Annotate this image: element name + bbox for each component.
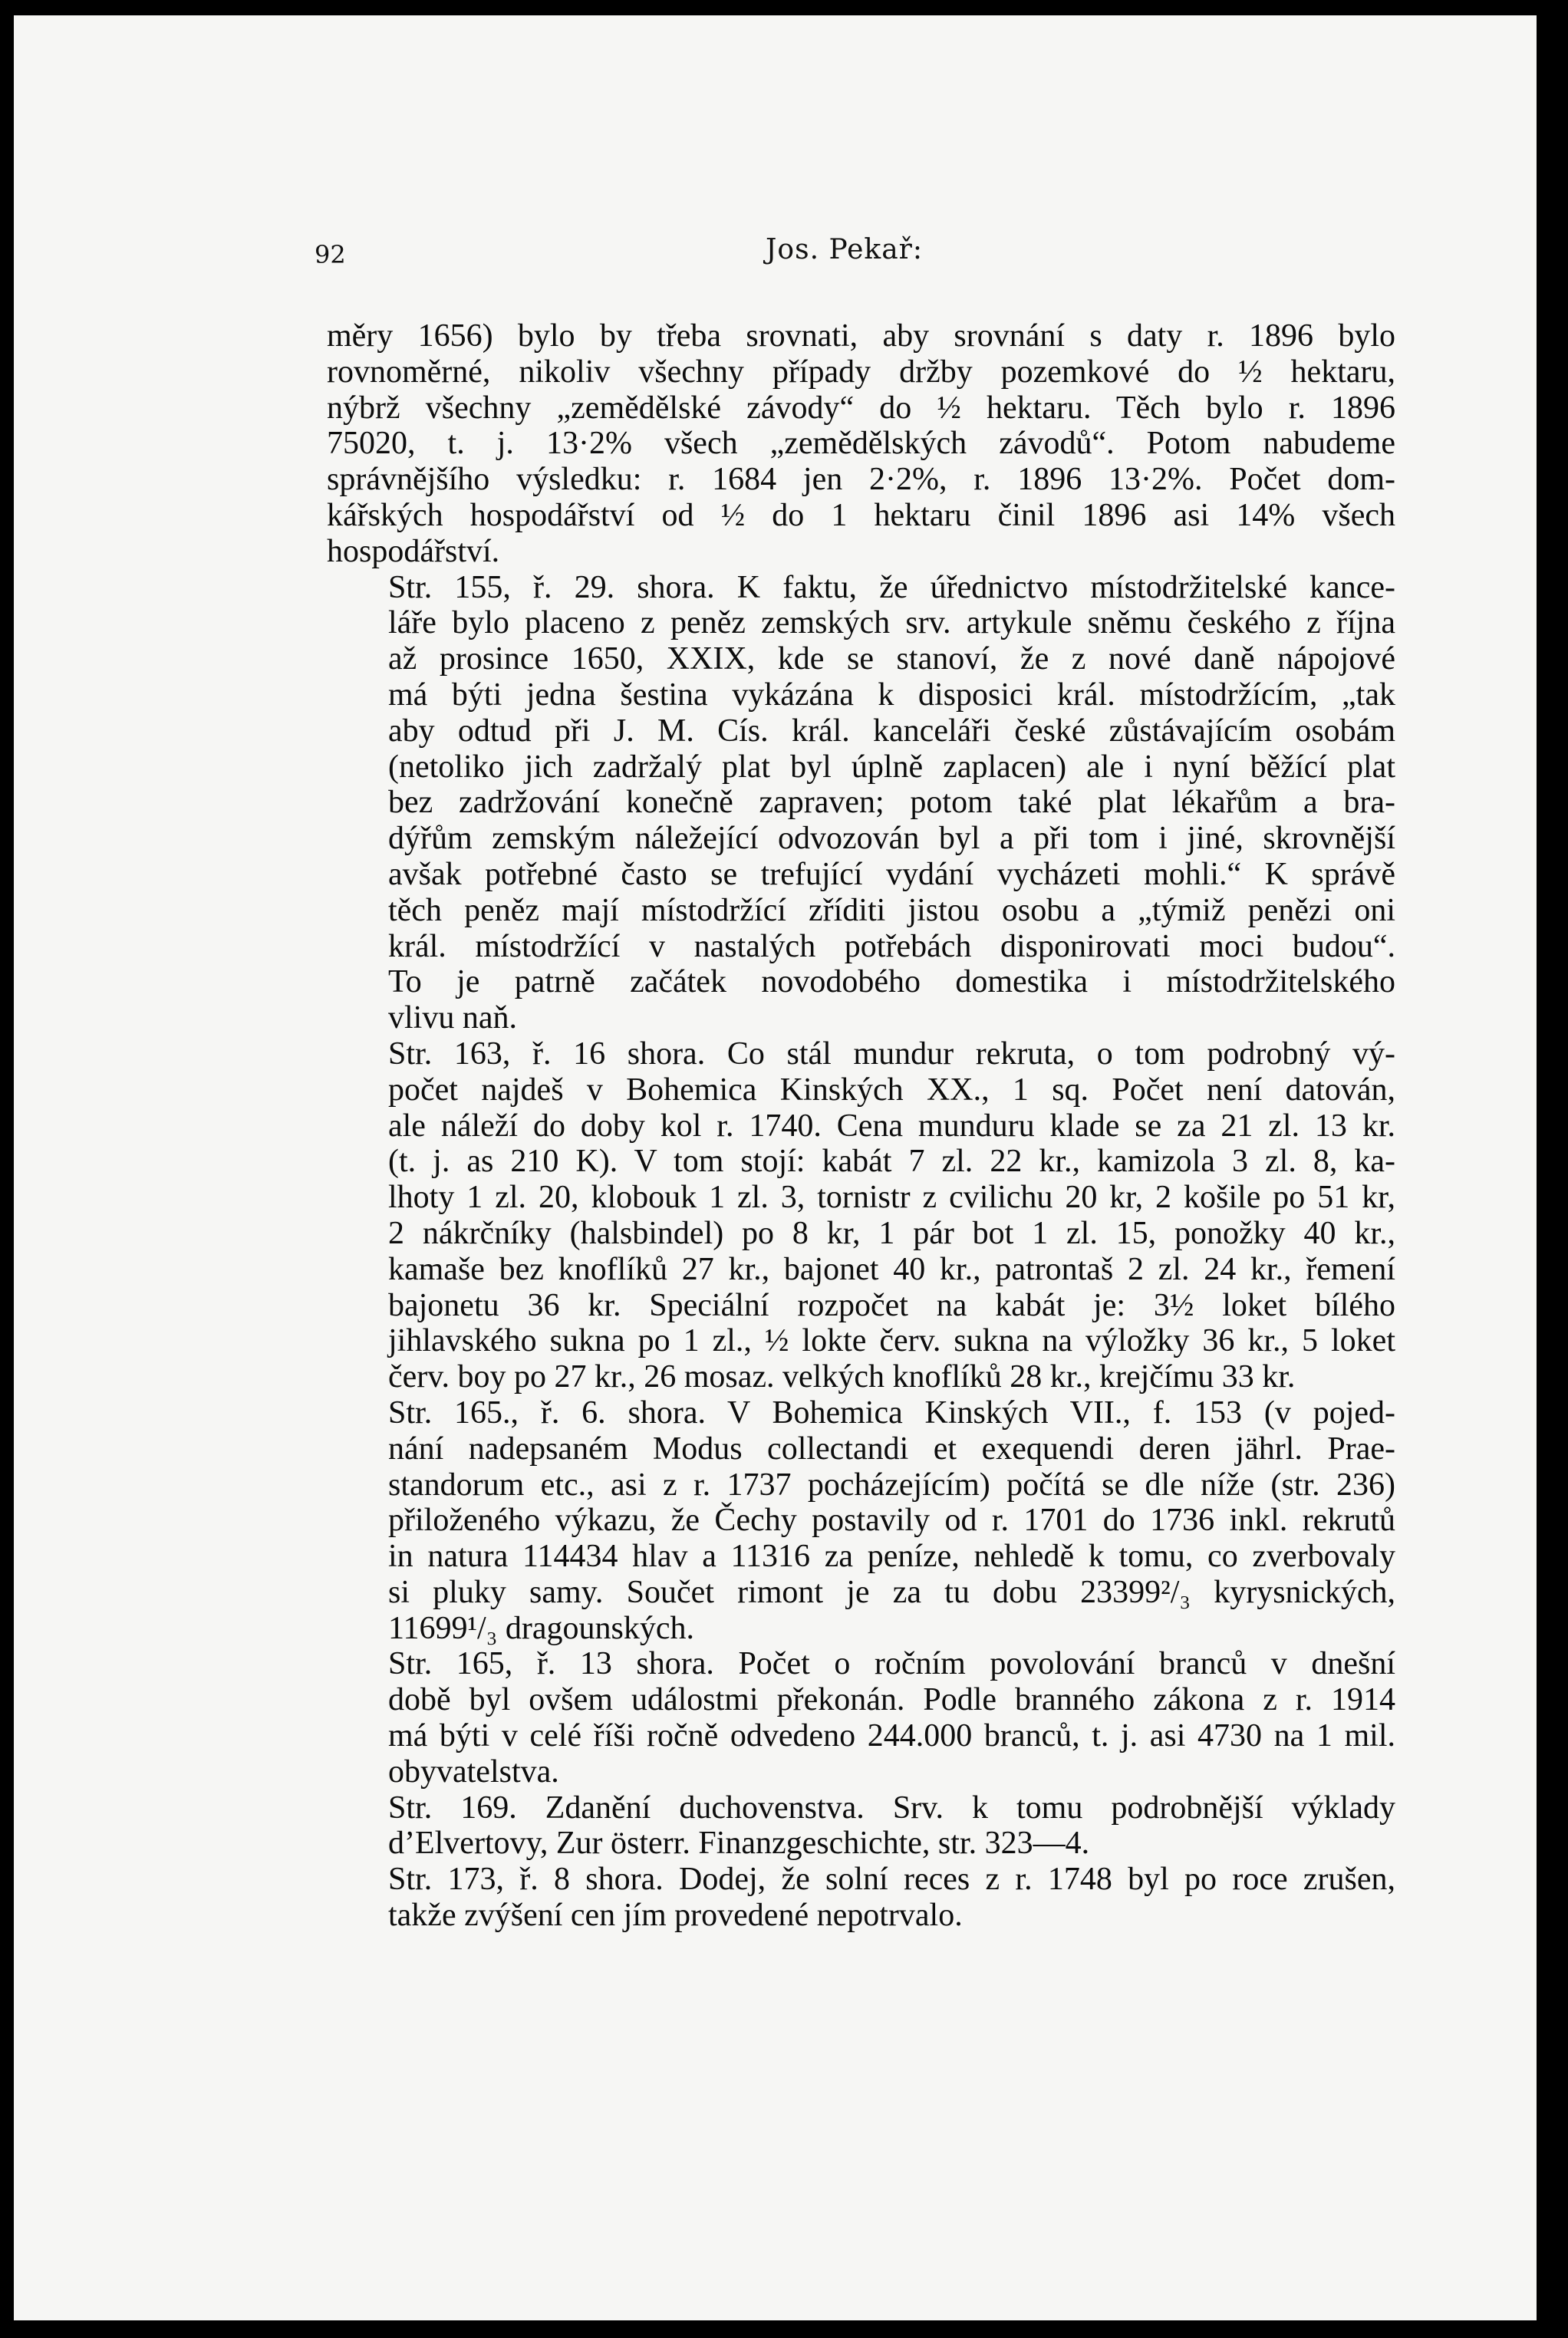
text-line: Str. 169. Zdanění duchovenstva. Srv. k tomu podrobnější výklady bbox=[388, 1790, 1395, 1826]
body-text bbox=[327, 318, 1395, 1934]
text-line: dýřům zemským náležející odvozován byl a při tom i jiné, skrovnější bbox=[388, 821, 1395, 857]
text-line: obyvatelstva. bbox=[388, 1754, 559, 1790]
text-line: Str. 165., ř. 6. shora. V Bohemica Kinských VII., f. 153 (v pojed- bbox=[388, 1395, 1395, 1431]
text-line: počet najdeš v Bohemica Kinských XX., 1 sq. Počet není datován, bbox=[388, 1072, 1395, 1108]
text-line: 11699¹/₃ dragounských. bbox=[388, 1610, 694, 1646]
text-line: době byl ovšem událostmi překonán. Podle branného zákona z r. 1914 bbox=[388, 1682, 1395, 1718]
text-line: Str. 155, ř. 29. shora. K faktu, že úřednictvo místodržitelské kance- bbox=[388, 569, 1395, 605]
text-line: lhoty 1 zl. 20, klobouk 1 zl. 3, tornistr z cvilichu 20 kr, 2 košile po 51 kr, bbox=[388, 1180, 1395, 1216]
text-line: Str. 163, ř. 16 shora. Co stál mundur rekruta, o tom podrobný vý- bbox=[388, 1036, 1395, 1072]
text-line: 75020, t. j. 13·2% všech „zemědělských závodů“. Potom nabudeme bbox=[327, 426, 1395, 462]
text-line: má býti v celé říši ročně odvedeno 244.000 branců, t. j. asi 4730 na 1 mil. bbox=[388, 1718, 1395, 1754]
text-line: takže zvýšení cen jím provedené nepotrvalo. bbox=[388, 1898, 963, 1934]
text-line: bajonetu 36 kr. Speciální rozpočet na kabát je: 3½ loket bílého bbox=[388, 1287, 1395, 1323]
text-line: správnějšího výsledku: r. 1684 jen 2·2%, r. 1896 13·2%. Počet dom- bbox=[327, 462, 1395, 498]
text-line: avšak potřebné často se trefující vydání vycházeti mohli.“ K správě bbox=[388, 856, 1395, 892]
text-line: má býti jedna šestina vykázána k disposici král. místodržícím, „tak bbox=[388, 677, 1395, 713]
text-line: těch peněz mají místodržící zříditi jistou osobu a „týmiž penězi oni bbox=[388, 892, 1395, 928]
text-line: král. místodržící v nastalých potřebách disponirovati moci budou“. bbox=[388, 928, 1395, 964]
text-line: přiloženého výkazu, že Čechy postavily od r. 1701 do 1736 inkl. rekrutů bbox=[388, 1503, 1395, 1539]
text-line: kářských hospodářství od ½ do 1 hektaru činil 1896 asi 14% všech bbox=[327, 497, 1395, 533]
paragraph bbox=[327, 1862, 1395, 1934]
text-line: si pluky samy. Součet rimont je za tu dobu 23399²/₃ kyrysnických, bbox=[388, 1574, 1395, 1610]
text-line: d’Elvertovy, Zur österr. Finanzgeschichte, str. 323—4. bbox=[388, 1826, 1090, 1862]
text-line: hospodářství. bbox=[327, 533, 500, 569]
paragraph bbox=[327, 1646, 1395, 1790]
text-line: (netoliko jich zadržalý plat byl úplně zaplacen) ale i nyní běžící plat bbox=[388, 749, 1395, 785]
text-line: Str. 173, ř. 8 shora. Dodej, že solní reces z r. 1748 byl po roce zrušen, bbox=[388, 1862, 1395, 1898]
text-line: To je patrně začátek novodobého domestika i místodržitelského bbox=[388, 964, 1395, 1000]
text-line: jihlavského sukna po 1 zl., ½ lokte červ. sukna na výložky 36 kr., 5 loket bbox=[388, 1323, 1395, 1359]
page-header bbox=[315, 234, 1388, 280]
text-line: ale náleží do doby kol r. 1740. Cena munduru klade se za 21 zl. 13 kr. bbox=[388, 1108, 1395, 1144]
paragraph bbox=[327, 1790, 1395, 1862]
text-line: láře bylo placeno z peněz zemských srv. artykule sněmu českého z října bbox=[388, 605, 1395, 641]
text-line: nýbrž všechny „zemědělské závody“ do ½ hektaru. Těch bylo r. 1896 bbox=[327, 390, 1395, 426]
paragraph bbox=[327, 318, 1395, 570]
text-line: nání nadepsaném Modus collectandi et exequendi deren jährl. Prae- bbox=[388, 1431, 1395, 1467]
page-number: 92 bbox=[315, 240, 346, 269]
text-line: kamaše bez knoflíků 27 kr., bajonet 40 kr., patrontaš 2 zl. 24 kr., řemení bbox=[388, 1251, 1395, 1287]
text-line: rovnoměrné, nikoliv všechny případy držby pozemkové do ½ hektaru, bbox=[327, 354, 1395, 390]
text-line: červ. boy po 27 kr., 26 mosaz. velkých knoflíků 28 kr., krejčímu 33 kr. bbox=[388, 1359, 1296, 1395]
text-line: (t. j. as 210 K). V tom stojí: kabát 7 zl. 22 kr., kamizola 3 zl. 8, ka- bbox=[388, 1144, 1395, 1180]
text-line: až prosince 1650, XXIX, kde se stanoví, že z nové daně nápojové bbox=[388, 641, 1395, 677]
text-line: standorum etc., asi z r. 1737 pocházejícím) počítá se dle níže (str. 236) bbox=[388, 1467, 1395, 1503]
text-line: bez zadržování konečně zapraven; potom také plat lékařům a bra- bbox=[388, 785, 1395, 821]
text-line: 2 nákrčníky (halsbindel) po 8 kr, 1 pár bot 1 zl. 15, ponožky 40 kr., bbox=[388, 1215, 1395, 1251]
paragraph bbox=[327, 1395, 1395, 1647]
text-line: vlivu naň. bbox=[388, 1000, 517, 1036]
text-line: Str. 165, ř. 13 shora. Počet o ročním povolování branců v dnešní bbox=[388, 1646, 1395, 1682]
text-line: in natura 114434 hlav a 11316 za peníze, nehledě k tomu, co zverbovaly bbox=[388, 1539, 1395, 1575]
scan-border bbox=[1537, 0, 1568, 2338]
text-line: aby odtud při J. M. Cís. král. kanceláři české zůstávajícím osobám bbox=[388, 713, 1395, 749]
text-line: měry 1656) bylo by třeba srovnati, aby srovnání s daty r. 1896 bylo bbox=[327, 318, 1395, 354]
paragraph bbox=[327, 1036, 1395, 1395]
running-head: Jos. Pekař: bbox=[766, 234, 923, 265]
paragraph bbox=[327, 570, 1395, 1036]
